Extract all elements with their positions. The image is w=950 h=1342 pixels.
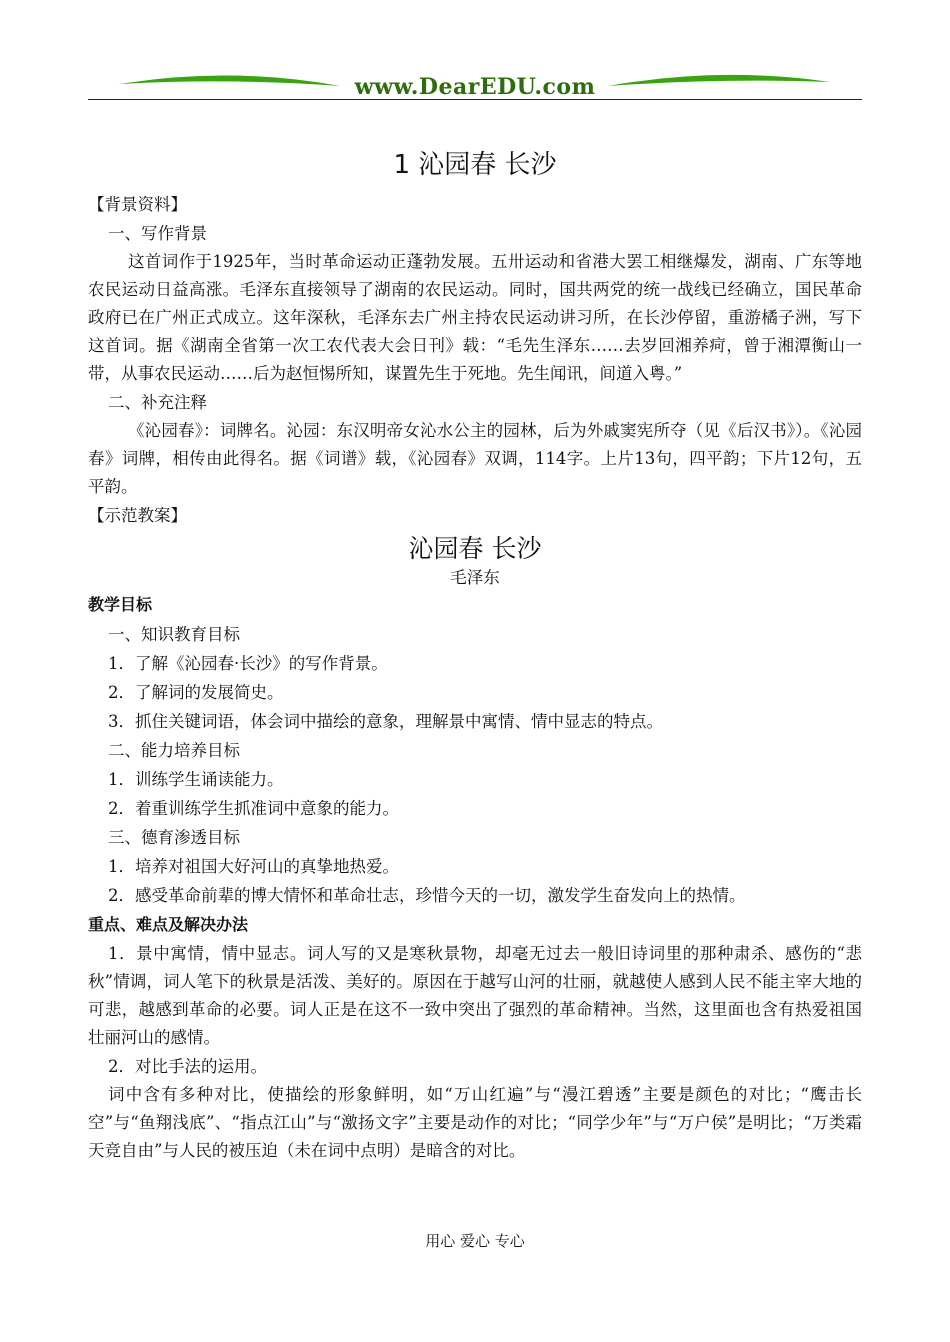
key-point-paragraph: 1．景中寓情，情中显志。词人写的又是寒秋景物，却毫无过去一般旧诗词里的那种肃杀、感伤的“悲秋”情调，词人笔下的秋景是活泼、美好的。原因在于越写山河的壮丽，就越使人感到人民不能主宰大地的可悲，越感到革命的必要。词人正是在这不一致中突出了强烈的革命精神。当然，这里面也含有热爱祖国壮丽河山的感情。 xyxy=(88,944,862,1047)
goal-item: 2．了解词的发展简史。 xyxy=(108,683,284,702)
goal-item: 1．培养对祖国大好河山的真挚地热爱。 xyxy=(108,857,399,876)
site-logo-text[interactable]: www.DearEDU.com xyxy=(354,74,596,100)
demo-plan-label: 【示范教案】 xyxy=(88,506,187,525)
goal-item: 1．了解《沁园春·长沙》的写作背景。 xyxy=(108,654,388,673)
goal-moral: 三、德育渗透目标 xyxy=(108,828,240,847)
poem-author: 毛泽东 xyxy=(450,568,500,587)
background-paragraph: 这首词作于1925年，当时革命运动正蓬勃发展。五卅运动和省港大罢工相继爆发，湖南、广东等地农民运动日益高涨。毛泽东直接领导了湖南的农民运动。同时，国共两党的统一战线已经确立，国民革命政府已在广州正式成立。这年深秋，毛泽东去广州主持农民运动讲习所，在长沙停留，重游橘子洲，写下这首词。据《湖南全省第一次工农代表大会日刊》载：“毛先生泽东……去岁回湘养疴，曾于湘潭衡山一带，从事农民运动……后为赵恒惕所知，谋置先生于死地。先生闻讯，间道入粤。” xyxy=(88,252,862,383)
section-notes: 二、补充注释 xyxy=(108,393,207,412)
notes-paragraph: 《沁园春》：词牌名。沁园：东汉明帝女沁水公主的园林，后为外戚窦宪所夺（见《后汉书》）。《沁园春》词牌，相传由此得名。据《词谱》载，《沁园春》双调，114字。上片13句，四平韵；下片12句，五平韵。 xyxy=(88,421,862,496)
document-body xyxy=(88,140,862,1165)
goal-item: 2．着重训练学生抓准词中意象的能力。 xyxy=(108,799,399,818)
goal-item: 2．感受革命前辈的博大情怀和革命壮志，珍惜今天的一切，激发学生奋发向上的热情。 xyxy=(108,886,746,905)
goal-item: 1．训练学生诵读能力。 xyxy=(108,770,284,789)
header-rule xyxy=(88,99,862,100)
teaching-goals-heading: 教学目标 xyxy=(88,595,153,614)
background-label: 【背景资料】 xyxy=(88,195,187,214)
key-point-item: 2．对比手法的运用。 xyxy=(108,1057,267,1076)
page-header xyxy=(0,0,950,110)
page-footer: 用心 爱心 专心 xyxy=(425,1232,525,1250)
lesson-title: 1 沁园春 长沙 xyxy=(393,150,557,180)
goal-item: 3．抓住关键词语，体会词中描绘的意象，理解景中寓情、情中显志的特点。 xyxy=(108,712,663,731)
poem-title: 沁园春 长沙 xyxy=(408,534,542,563)
section-writing-background: 一、写作背景 xyxy=(108,224,207,243)
goal-ability: 二、能力培养目标 xyxy=(108,741,240,760)
goal-knowledge: 一、知识教育目标 xyxy=(108,625,240,644)
key-points-heading: 重点、难点及解决办法 xyxy=(88,915,249,934)
contrast-paragraph: 词中含有多种对比，使描绘的形象鲜明，如“万山红遍”与“漫江碧透”主要是颜色的对比；“鹰击长空”与“鱼翔浅底”、“指点江山”与“激扬文字”主要是动作的对比；“同学少年”与“万户侯”是明比；“万类霜天竞自由”与人民的被压迫（未在词中点明）是暗含的对比。 xyxy=(88,1085,862,1160)
